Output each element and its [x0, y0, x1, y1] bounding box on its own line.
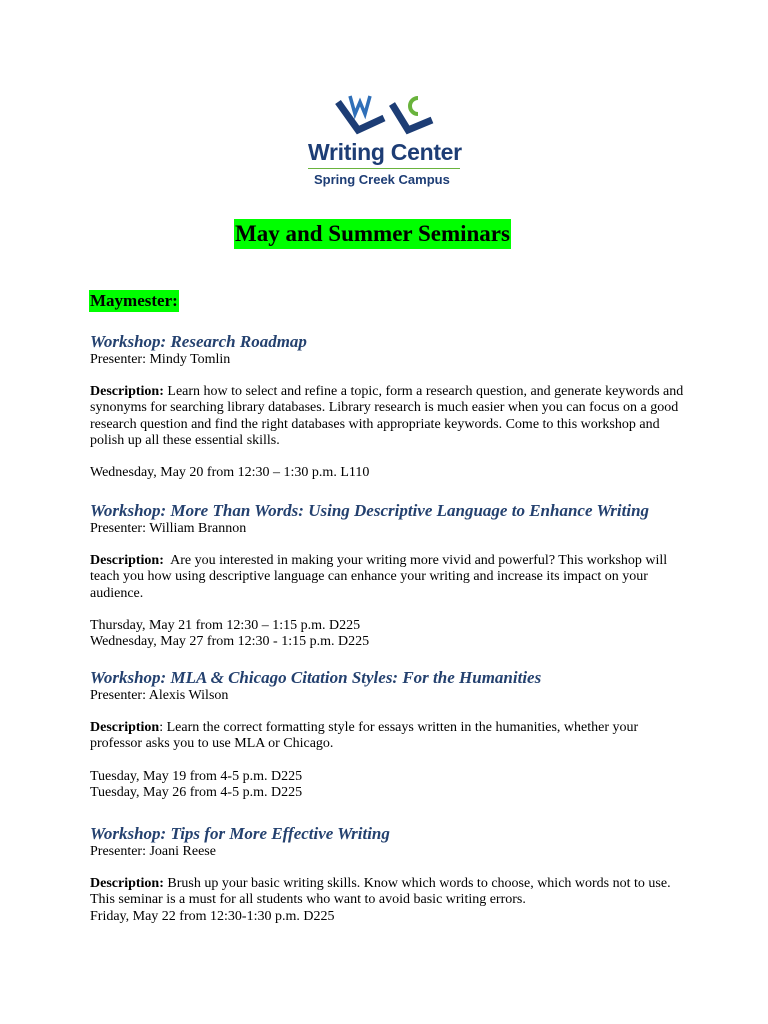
workshop-1	[90, 332, 690, 481]
description-text: Are you interested in making your writing more vivid and powerful? This workshop will teach you how using descriptive language can enhance your writing and increase its impact on your audience.	[90, 553, 668, 601]
workshop-title: Workshop: Tips for More Effective Writing	[90, 824, 390, 843]
description-label: Description:	[90, 553, 164, 569]
workshop-description	[90, 384, 690, 449]
logo-campus: Spring Creek Campus	[314, 172, 450, 187]
workshop-session: Wednesday, May 27 from 12:30 - 1:15 p.m. D225	[90, 634, 370, 650]
workshop-session: Friday, May 22 from 12:30-1:30 p.m. D225	[90, 908, 335, 924]
description-label: Description	[90, 720, 160, 736]
workshop-title: Workshop: MLA & Chicago Citation Styles: For the Humanities	[90, 668, 542, 687]
workshop-3	[90, 668, 690, 801]
workshop-title: Workshop: Research Roadmap	[90, 332, 307, 351]
workshop-session: Thursday, May 21 from 12:30 – 1:15 p.m. D225	[90, 617, 361, 633]
description-text: Learn how to select and refine a topic, form a research question, and generate keywords and synonyms for searching library databases. Library research is much easier when you can focus on a good research question and find the right databases with appropriate keywords. Come to this workshop and polish up all these essential skills.	[90, 384, 684, 448]
workshop-presenter: Presenter: Joani Reese	[90, 844, 216, 859]
workshop-session: Tuesday, May 26 from 4-5 p.m. D225	[90, 784, 303, 800]
workshop-session: Tuesday, May 19 from 4-5 p.m. D225	[90, 768, 303, 784]
workshop-4	[90, 824, 690, 925]
workshop-description	[90, 553, 690, 602]
workshop-2	[90, 501, 690, 650]
workshop-presenter: Presenter: Mindy Tomlin	[90, 352, 231, 367]
description-text: : Learn the correct formatting style for essays written in the humanities, whether your professor asks you to use MLA or Chicago.	[90, 720, 639, 752]
logo-w-letter	[350, 96, 370, 114]
workshop-title: Workshop: More Than Words: Using Descriptive Language to Enhance Writing	[90, 501, 650, 520]
workshop-session: Wednesday, May 20 from 12:30 – 1:30 p.m. L110	[90, 465, 370, 481]
logo-divider	[308, 168, 460, 169]
workshop-presenter: Presenter: William Brannon	[90, 521, 247, 536]
workshop-presenter: Presenter: Alexis Wilson	[90, 688, 229, 703]
description-label: Description:	[90, 876, 164, 892]
logo-title: Writing Center	[308, 139, 462, 165]
workshop-description	[90, 876, 690, 908]
description-text: Brush up your basic writing skills. Know which words to choose, which words not to use. This seminar is a must for all students who want to avoid basic writing errors.	[90, 876, 671, 908]
description-label: Description:	[90, 384, 164, 400]
section-heading: Maymester:	[90, 291, 178, 310]
page-title: May and Summer Seminars	[234, 219, 511, 249]
workshop-description	[90, 720, 690, 752]
logo-c-letter	[410, 98, 418, 114]
